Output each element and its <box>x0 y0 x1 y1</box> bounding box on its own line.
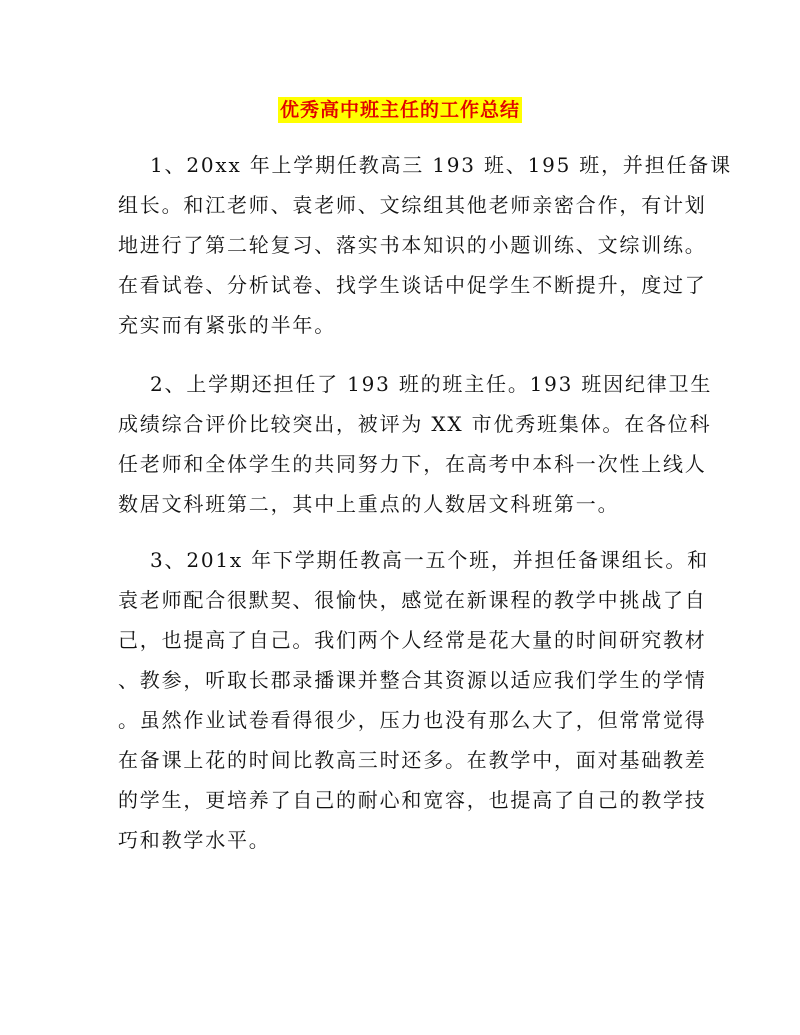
text-line: 2、上学期还担任了 193 班的班主任。193 班因纪律卫生 <box>150 372 713 396</box>
text-line: 任老师和全体学生的共同努力下，在高考中本科一次性上线人 <box>118 452 707 476</box>
text-line: 3、201x 年下学期任教高一五个班，并担任备课组长。和 <box>150 548 709 572</box>
text-line: 、教参，听取长郡录播课并整合其资源以适应我们学生的学情 <box>118 668 707 692</box>
text-line: 在备课上花的时间比教高三时还多。在教学中，面对基础教差 <box>118 748 707 772</box>
text-line: 巧和教学水平。 <box>118 828 271 852</box>
text-line: 的学生，更培养了自己的耐心和宽容，也提高了自己的教学技 <box>118 788 707 812</box>
text-line: 成绩综合评价比较突出，被评为 XX 市优秀班集体。在各位科 <box>118 412 712 436</box>
paragraph-1 <box>118 145 732 345</box>
document-title <box>0 95 800 122</box>
text-line: 地进行了第二轮复习、落实书本知识的小题训练、文综训练。 <box>118 233 707 257</box>
text-line: 袁老师配合很默契、很愉快，感觉在新课程的教学中挑战了自 <box>118 588 707 612</box>
title-text: 优秀高中班主任的工作总结 <box>279 99 520 121</box>
text-line: 己，也提高了自己。我们两个人经常是花大量的时间研究教材 <box>118 628 707 652</box>
text-line: 。虽然作业试卷看得很少，压力也没有那么大了，但常常觉得 <box>118 708 707 732</box>
paragraph-3 <box>118 540 709 860</box>
text-line: 1、20xx 年上学期任教高三 193 班、195 班，并担任备课 <box>150 153 732 177</box>
text-line: 组长。和江老师、袁老师、文综组其他老师亲密合作，有计划 <box>118 193 707 217</box>
text-line: 在看试卷、分析试卷、找学生谈话中促学生不断提升，度过了 <box>118 273 707 297</box>
text-line: 充实而有紧张的半年。 <box>118 313 336 337</box>
paragraph-2 <box>118 364 713 524</box>
text-line: 数居文科班第二，其中上重点的人数居文科班第一。 <box>118 492 620 516</box>
